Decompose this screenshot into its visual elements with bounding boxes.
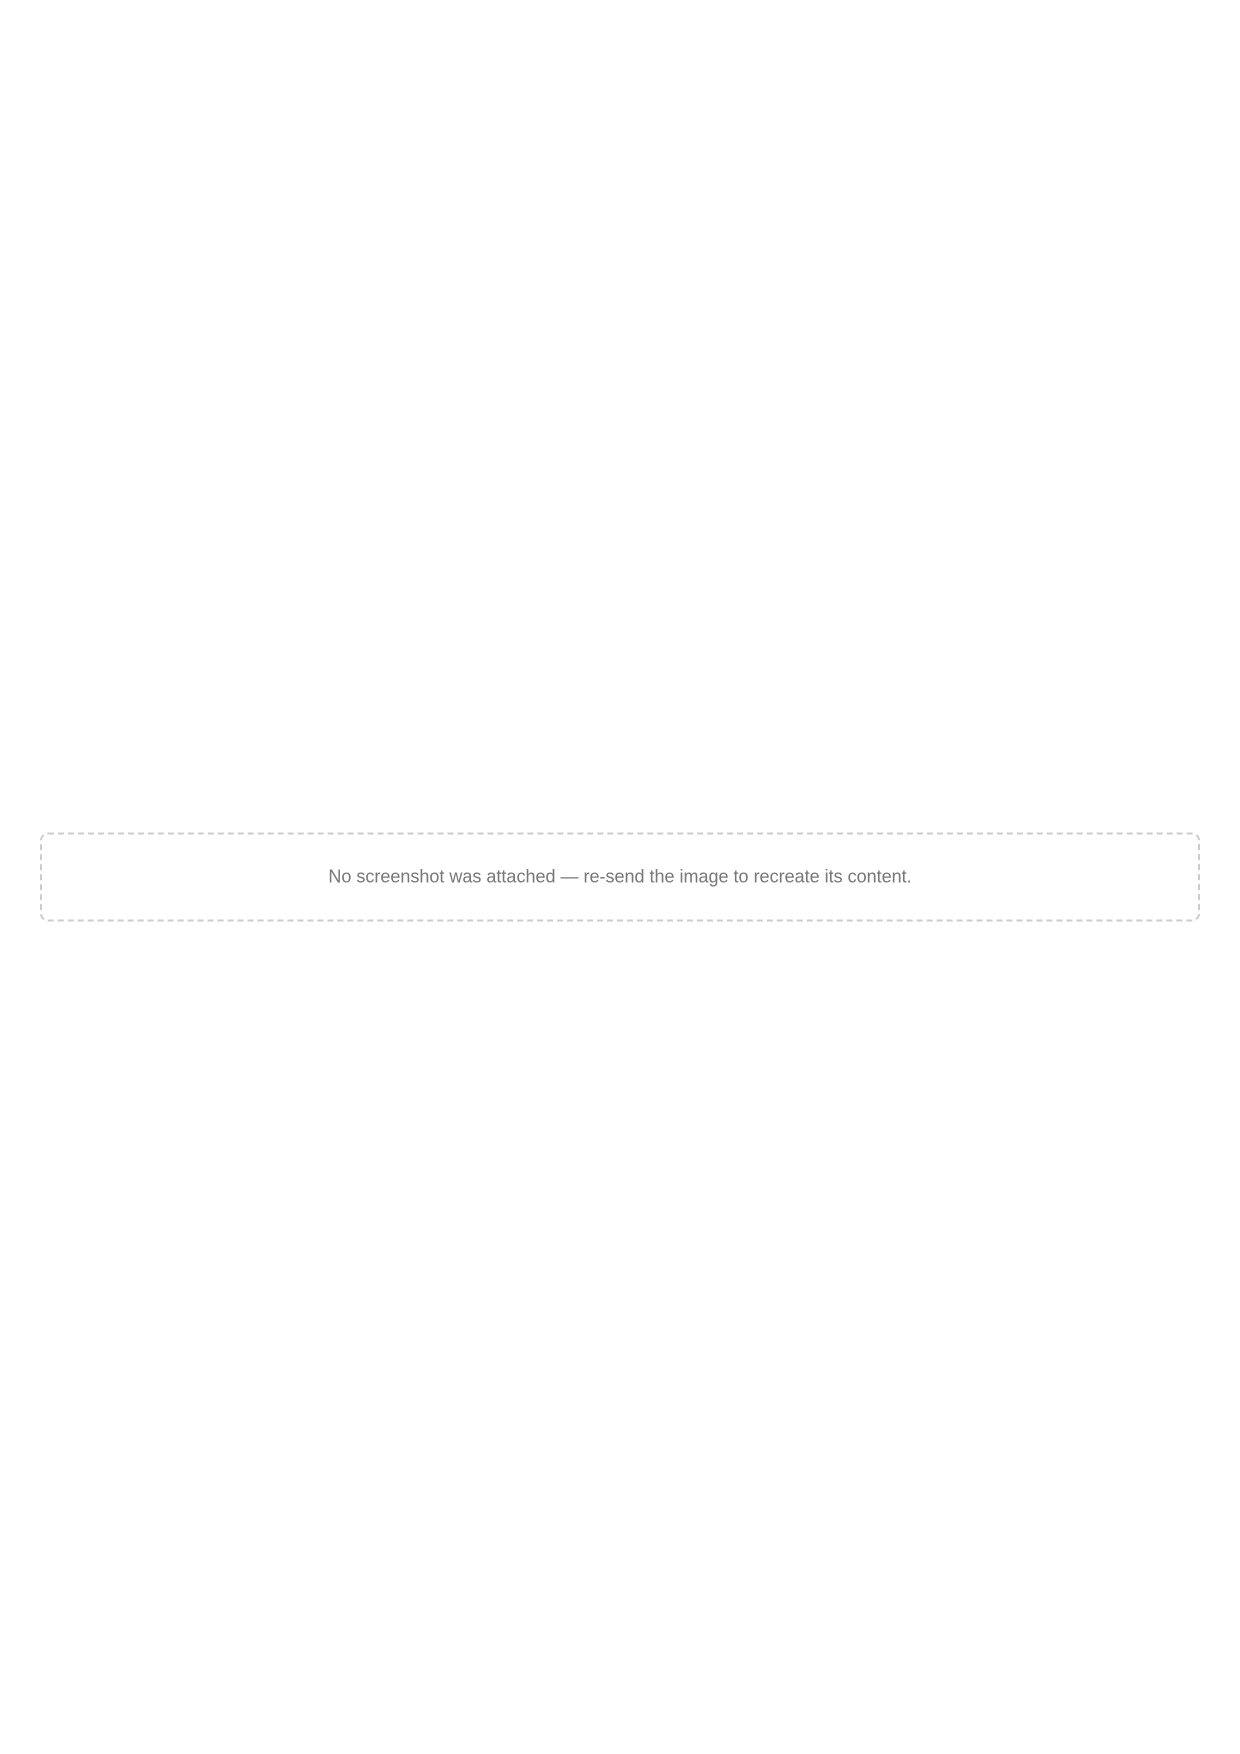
page-title: [40, 40, 1200, 68]
missing-image-notice: No screenshot was attached — re-send the image to recreate its content.: [40, 833, 1200, 922]
